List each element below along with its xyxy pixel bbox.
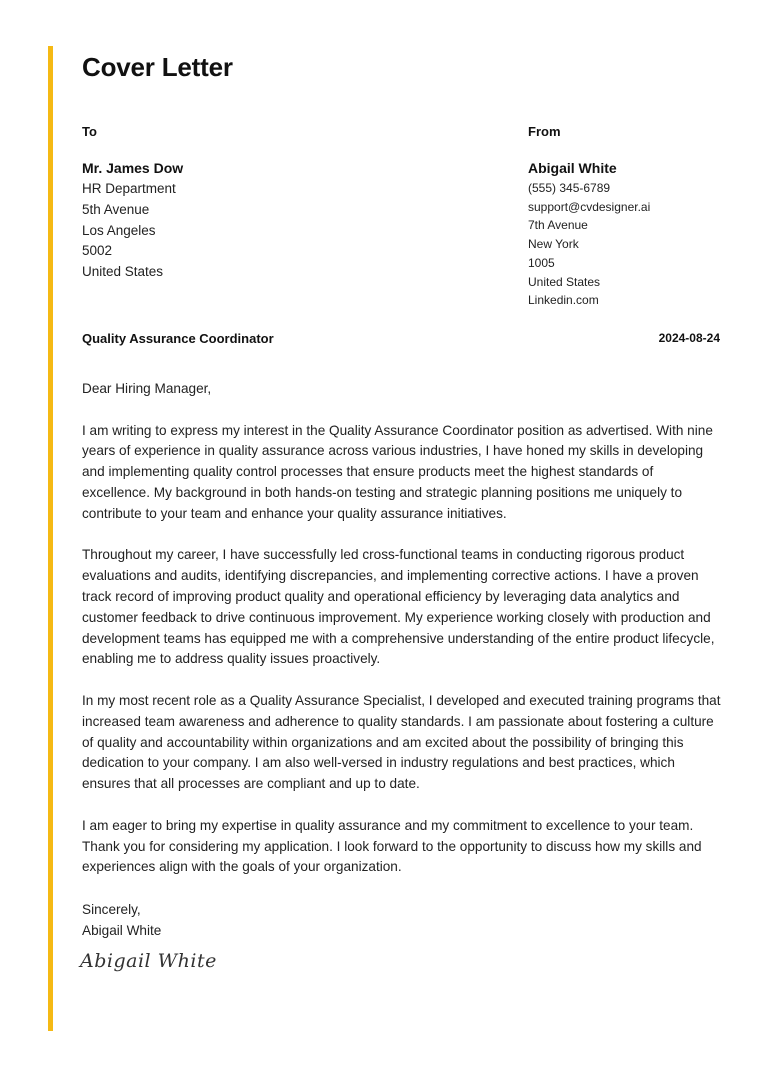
recipient-block [82, 124, 442, 283]
sender-email: support@cvdesigner.ai [528, 199, 651, 214]
recipient-street: 5th Avenue [82, 201, 150, 217]
letter-date: 2024-08-24 [658, 331, 720, 345]
sender-postcode: 1005 [528, 255, 555, 270]
sender-heading: From [528, 124, 561, 139]
recipient-name: Mr. James Dow [82, 160, 184, 176]
recipient-address [82, 179, 442, 283]
position-title: Quality Assurance Coordinator [82, 331, 274, 346]
salutation: Dear Hiring Manager, [82, 381, 212, 396]
accent-bar [48, 46, 53, 1031]
recipient-department: HR Department [82, 181, 176, 196]
sender-linkedin: Linkedin.com [528, 293, 599, 308]
body-paragraph-3: In my most recent role as a Quality Assurance Specialist, I developed and executed training programs that increased team awareness and adherence to quality standards. I am passionate about fostering a culture of quality and accountability within organizations and am excited about the possibility of bringing this dedication to your company. I am also well-versed in industry regulations and best practices, which ensures that all processes are compliant and up to date. [82, 692, 721, 792]
recipient-postcode: 5002 [82, 243, 113, 259]
sender-phone: (555) 345-6789 [528, 181, 611, 195]
body-paragraph-4: I am eager to bring my expertise in quality assurance and my commitment to excellence to your team. Thank you for considering my application. I look forward to the opportunity to discuss how my skills and experiences align with the goals of your organization. [82, 817, 702, 875]
letter-body [82, 379, 722, 899]
sender-city: New York [528, 237, 579, 252]
closing-name: Abigail White [82, 922, 162, 938]
closing-block [82, 900, 161, 942]
recipient-city: Los Angeles [82, 222, 156, 238]
sender-name: Abigail White [528, 160, 617, 176]
body-paragraph-1: I am writing to express my interest in the Quality Assurance Coordinator position as advertised. With nine years of experience in quality assurance across various industries, I have honed my skills in developing and implementing quality control processes that ensure products meet the highest standards of excellence. My background in both hands-on testing and strategic planning positions me uniquely to contribute to your team and enhance your quality assurance initiatives. [82, 422, 713, 521]
recipient-heading: To [82, 124, 97, 139]
sender-street: 7th Avenue [528, 218, 588, 233]
sender-block [528, 124, 728, 310]
body-paragraph-2: Throughout my career, I have successfully led cross-functional teams in conducting rigorous product evaluations and audits, identifying discrepancies, and implementing corrective actions. I have a proven track record of improving product quality and operational efficiency by leveraging data analytics and customer feedback to drive continuous improvement. My experience working closely with production and development teams has equipped me with a comprehensive understanding of the entire product lifecycle, enabling me to address quality issues proactively. [82, 547, 715, 667]
valediction: Sincerely, [82, 902, 141, 917]
handwritten-signature: Abigail White [80, 950, 217, 972]
sender-details [528, 179, 728, 310]
recipient-country: United States [82, 264, 164, 280]
page-title: Cover Letter [82, 52, 233, 82]
sender-country: United States [528, 274, 601, 289]
